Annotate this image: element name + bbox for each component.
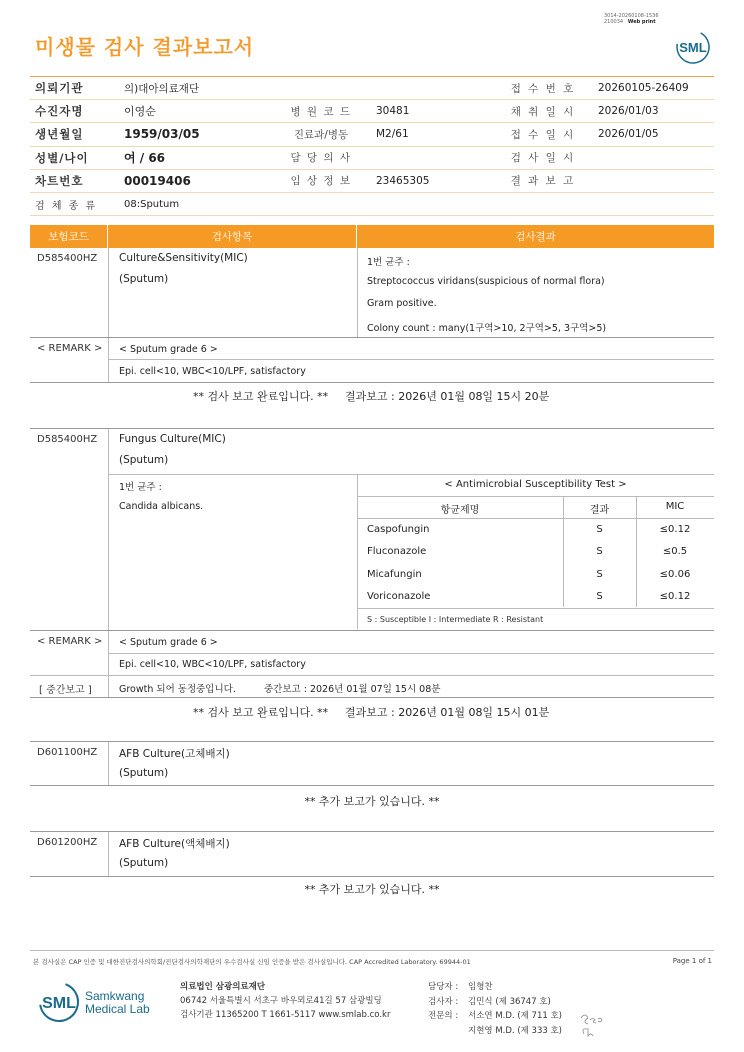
additional-report-note: ** 추가 보고가 있습니다. ** bbox=[304, 883, 440, 896]
info-row bbox=[30, 100, 714, 123]
doc-code-line2: 210034 bbox=[604, 19, 624, 25]
requester-value: 의)대아의료재단 bbox=[124, 82, 200, 95]
ast-drug: Caspofungin bbox=[367, 524, 430, 535]
final-report-date: 결과보고 : 2026년 01월 08일 15시 01분 bbox=[345, 706, 550, 719]
additional-report-note: ** 추가 보고가 있습니다. ** bbox=[304, 795, 440, 808]
doc-code-line1: 3014-20260108-1536 bbox=[604, 13, 659, 19]
birth-date-value: 1959/03/05 bbox=[124, 127, 200, 142]
results-table-header bbox=[30, 225, 714, 248]
ast-drug: Voriconazole bbox=[367, 591, 431, 602]
accession-value: 20260105-26409 bbox=[598, 82, 689, 95]
info-row bbox=[30, 170, 714, 193]
test-block-fungus bbox=[30, 428, 714, 698]
test-specimen: (Sputum) bbox=[119, 454, 169, 466]
info-row bbox=[30, 77, 714, 100]
page-title: 미생물 검사 결과보고서 bbox=[35, 35, 255, 59]
report-complete-note: ** 검사 보고 완료입니다. ** bbox=[193, 390, 329, 403]
page-number: Page 1 of 1 bbox=[672, 957, 712, 965]
patient-name-value: 이영순 bbox=[124, 105, 156, 119]
test-code: D585400HZ bbox=[37, 253, 98, 264]
lab-name-line2: Medical Lab bbox=[85, 1002, 150, 1016]
staff-role bbox=[428, 1024, 468, 1039]
test-code: D601100HZ bbox=[37, 747, 98, 758]
header-insurance-code: 보험코드 bbox=[30, 225, 108, 248]
staff-list bbox=[428, 980, 562, 1038]
collection-date-label: 채 취 일 시 bbox=[510, 105, 576, 118]
interim-label: [ 중간보고 ] bbox=[39, 685, 92, 696]
organism-name: Candida albicans. bbox=[119, 501, 204, 512]
test-name: Culture&Sensitivity(MIC) bbox=[119, 252, 248, 264]
interim-text: Growth 되어 동정중입니다. bbox=[119, 684, 236, 695]
footer-divider bbox=[30, 950, 714, 951]
samkwang-logo-text: SML bbox=[42, 995, 76, 1012]
ast-result: S bbox=[596, 524, 603, 535]
report-complete-note: ** 검사 보고 완료입니다. ** bbox=[193, 706, 329, 719]
result-line: Streptococcus viridans(suspicious of normal flora) bbox=[367, 276, 605, 287]
test-specimen: (Sputum) bbox=[119, 273, 169, 285]
physician-value bbox=[362, 147, 502, 169]
ast-result: S bbox=[596, 591, 603, 602]
test-name: Fungus Culture(MIC) bbox=[119, 433, 226, 445]
staff-role: 담당자 : bbox=[428, 982, 459, 992]
remark-label: < REMARK > bbox=[37, 343, 103, 354]
result-report-label: 결 과 보 고 bbox=[510, 175, 576, 188]
hospital-code-value: 30481 bbox=[376, 105, 410, 118]
strain-label: 1번 균주 : bbox=[119, 482, 162, 493]
empty-label bbox=[280, 77, 362, 99]
sex-age-value: 여 / 66 bbox=[124, 151, 166, 166]
info-row bbox=[30, 193, 714, 216]
test-date-label: 검 사 일 시 bbox=[510, 152, 576, 165]
specimen-type-label: 검 체 종 류 bbox=[35, 200, 98, 212]
chart-number-value: 00019406 bbox=[124, 173, 191, 188]
test-name: AFB Culture(액체배지) bbox=[119, 838, 230, 850]
lab-name-line1: Samkwang bbox=[85, 989, 145, 1003]
staff-role: 전문의 : bbox=[428, 1011, 459, 1021]
sex-age-label: 성별/나이 bbox=[35, 150, 89, 165]
ast-legend: S : Susceptible I : Intermediate R : Resistant bbox=[367, 615, 544, 624]
result-report-value bbox=[584, 170, 714, 192]
chart-number-label: 차트번호 bbox=[35, 173, 84, 188]
sml-logo-text: SML bbox=[679, 40, 707, 55]
accreditation-note: 본 검사실은 CAP 인증 및 대한진단검사의학회/진단검사의학재단의 우수검사실 신임 인증을 받은 검사실입니다. CAP Accredited Laboratory. 69944-01 bbox=[33, 958, 471, 966]
ast-result: S bbox=[596, 569, 603, 580]
receipt-date-label: 접 수 일 시 bbox=[510, 128, 576, 141]
document-code bbox=[604, 13, 659, 25]
test-specimen: (Sputum) bbox=[119, 767, 169, 779]
ast-drug: Micafungin bbox=[367, 569, 422, 580]
final-report-date: 결과보고 : 2026년 01월 08일 15시 20분 bbox=[345, 390, 550, 403]
receipt-date-value: 2026/01/05 bbox=[598, 128, 659, 141]
ast-drug: Fluconazole bbox=[367, 546, 427, 557]
lab-name bbox=[85, 990, 150, 1016]
physician-label: 담 당 의 사 bbox=[290, 152, 352, 165]
ast-header-result: 결과 bbox=[589, 505, 610, 516]
header-test-result: 검사결과 bbox=[515, 231, 556, 243]
test-code: D585400HZ bbox=[37, 434, 98, 445]
remark-line: < Sputum grade 6 > bbox=[119, 344, 218, 355]
ast-header-mic: MIC bbox=[665, 501, 685, 512]
test-name: AFB Culture(고체배지) bbox=[119, 748, 230, 760]
clinical-info-label: 임 상 정 보 bbox=[290, 175, 352, 188]
clinical-info-value: 23465305 bbox=[376, 174, 430, 187]
department-label: 진료과/병동 bbox=[293, 128, 349, 141]
staff-name: 임형찬 bbox=[468, 982, 493, 992]
ast-result: S bbox=[596, 546, 603, 557]
ast-header-drug: 항균제명 bbox=[440, 505, 480, 516]
staff-name: 지현영 M.D. (제 333 호) bbox=[468, 1025, 563, 1036]
header-test-item: 검사항목 bbox=[108, 225, 357, 248]
interim-date: 중간보고 : 2026년 01월 07일 15시 08분 bbox=[264, 684, 441, 695]
department-value: M2/61 bbox=[376, 128, 409, 141]
corp-name: 의료법인 삼광의료재단 bbox=[180, 982, 266, 992]
test-block-afb-solid bbox=[30, 741, 714, 786]
collection-date-value: 2026/01/03 bbox=[598, 105, 659, 118]
remark-label: < REMARK > bbox=[37, 636, 103, 647]
requester-label: 의뢰기관 bbox=[35, 81, 84, 96]
corp-contact: 검사기관 11365200 T 1661-5117 www.smlab.co.kr bbox=[180, 1010, 391, 1020]
corp-info bbox=[180, 980, 390, 1022]
test-block-afb-liquid bbox=[30, 831, 714, 877]
info-row bbox=[30, 123, 714, 146]
test-specimen: (Sputum) bbox=[119, 857, 169, 869]
ast-mic: ≤0.06 bbox=[659, 569, 691, 580]
specimen-type-value: 08:Sputum bbox=[124, 198, 180, 210]
sml-logo-icon bbox=[676, 30, 710, 64]
web-print-label: Web print bbox=[627, 19, 656, 25]
hospital-code-label: 병 원 코 드 bbox=[290, 105, 352, 118]
remark-line: Epi. cell<10, WBC<10/LPF, satisfactory bbox=[119, 366, 306, 377]
result-line: Colony count : many(1구역>10, 2구역>5, 3구역>5) bbox=[367, 323, 607, 334]
patient-info-table bbox=[30, 76, 714, 216]
ast-mic: ≤0.12 bbox=[659, 591, 691, 602]
test-code: D601200HZ bbox=[37, 837, 98, 848]
signature-icon bbox=[578, 1010, 608, 1040]
result-line: 1번 균주 : bbox=[367, 257, 410, 268]
remark-line: < Sputum grade 6 > bbox=[119, 637, 218, 648]
corp-address: 06742 서울특별시 서초구 바우뫼로41길 57 삼광빌딩 bbox=[180, 996, 382, 1006]
staff-name: 김민식 (제 36747 호) bbox=[468, 996, 551, 1007]
info-row bbox=[30, 147, 714, 170]
staff-name: 서소연 M.D. (제 711 호) bbox=[468, 1011, 563, 1021]
result-line: Gram positive. bbox=[367, 298, 437, 309]
ast-mic: ≤0.5 bbox=[662, 546, 688, 557]
empty-value bbox=[362, 77, 502, 99]
test-block-culture bbox=[30, 248, 714, 383]
test-date-value bbox=[584, 147, 714, 169]
samkwang-logo-icon bbox=[37, 980, 81, 1024]
ast-mic: ≤0.12 bbox=[659, 524, 691, 535]
staff-role: 검사자 : bbox=[428, 996, 459, 1007]
patient-name-label: 수진자명 bbox=[35, 104, 84, 119]
ast-title: < Antimicrobial Susceptibility Test > bbox=[444, 479, 627, 490]
birth-date-label: 생년월일 bbox=[35, 127, 84, 142]
accession-label: 접 수 번 호 bbox=[510, 82, 576, 95]
remark-line: Epi. cell<10, WBC<10/LPF, satisfactory bbox=[119, 659, 306, 670]
